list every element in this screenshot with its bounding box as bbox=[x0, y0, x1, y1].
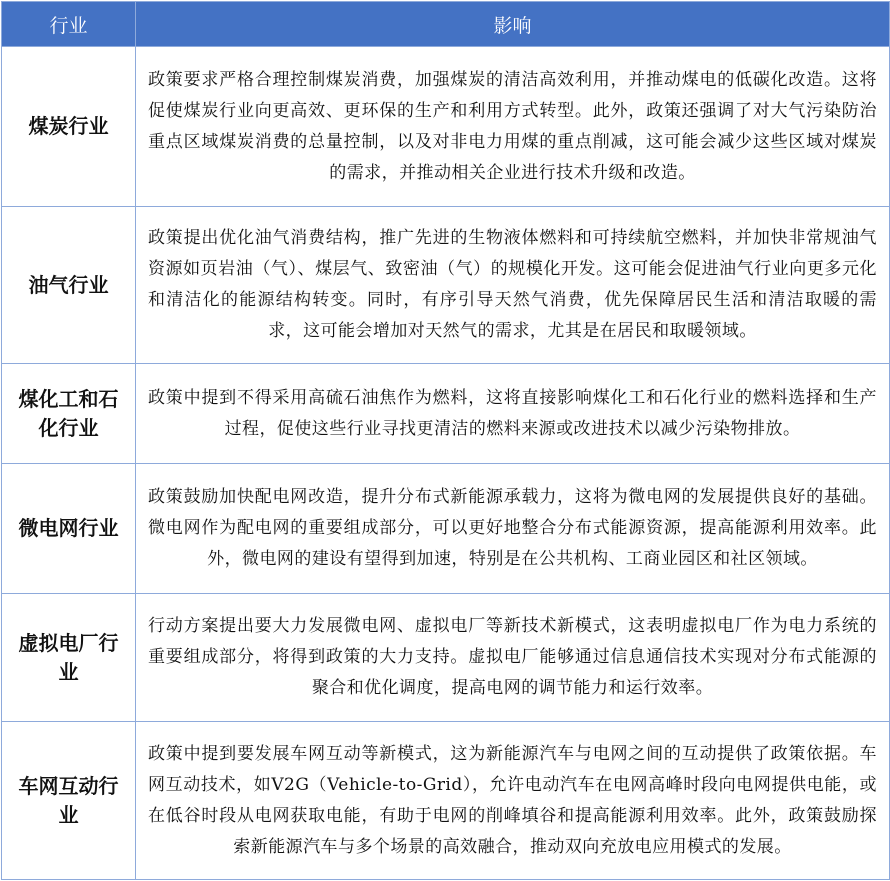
industry-cell: 虚拟电厂行业 bbox=[2, 594, 136, 722]
header-industry: 行业 bbox=[2, 2, 136, 47]
impact-cell: 政策鼓励加快配电网改造，提升分布式新能源承载力，这将为微电网的发展提供良好的基础。微电网作为配电网的重要组成部分，可以更好地整合分布式能源资源，提高能源利用效率。此外，微电网的建设有望得到加速，特别是在公共机构、工商业园区和社区领域。 bbox=[136, 464, 890, 594]
table-row bbox=[2, 47, 890, 207]
industry-cell: 煤炭行业 bbox=[2, 47, 136, 207]
industry-cell: 微电网行业 bbox=[2, 464, 136, 594]
table-row bbox=[2, 364, 890, 464]
industry-cell: 煤化工和石化行业 bbox=[2, 364, 136, 464]
header-impact: 影响 bbox=[136, 2, 890, 47]
industry-impact-table bbox=[1, 1, 890, 880]
industry-cell: 油气行业 bbox=[2, 207, 136, 364]
table-row bbox=[2, 207, 890, 364]
impact-cell: 政策中提到不得采用高硫石油焦作为燃料，这将直接影响煤化工和石化行业的燃料选择和生产过程，促使这些行业寻找更清洁的燃料来源或改进技术以减少污染物排放。 bbox=[136, 364, 890, 464]
impact-cell: 政策要求严格合理控制煤炭消费，加强煤炭的清洁高效利用，并推动煤电的低碳化改造。这将促使煤炭行业向更高效、更环保的生产和利用方式转型。此外，政策还强调了对大气污染防治重点区域煤炭消费的总量控制，以及对非电力用煤的重点削减，这可能会减少这些区域对煤炭的需求，并推动相关企业进行技术升级和改造。 bbox=[136, 47, 890, 207]
industry-cell: 车网互动行业 bbox=[2, 722, 136, 880]
table-header-row bbox=[2, 2, 890, 47]
impact-cell: 政策提出优化油气消费结构，推广先进的生物液体燃料和可持续航空燃料，并加快非常规油气资源如页岩油（气）、煤层气、致密油（气）的规模化开发。这可能会促进油气行业向更多元化和清洁化的能源结构转变。同时，有序引导天然气消费，优先保障居民生活和清洁取暖的需求，这可能会增加对天然气的需求，尤其是在居民和取暖领域。 bbox=[136, 207, 890, 364]
impact-cell: 行动方案提出要大力发展微电网、虚拟电厂等新技术新模式，这表明虚拟电厂作为电力系统的重要组成部分，将得到政策的大力支持。虚拟电厂能够通过信息通信技术实现对分布式能源的聚合和优化调度，提高电网的调节能力和运行效率。 bbox=[136, 594, 890, 722]
impact-cell: 政策中提到要发展车网互动等新模式，这为新能源汽车与电网之间的互动提供了政策依据。车网互动技术，如V2G（Vehicle-to-Grid），允许电动汽车在电网高峰时段向电网提供电能，或在低谷时段从电网获取电能，有助于电网的削峰填谷和提高能源利用效率。此外，政策鼓励探索新能源汽车与多个场景的高效融合，推动双向充放电应用模式的发展。 bbox=[136, 722, 890, 880]
table-row bbox=[2, 594, 890, 722]
table-row bbox=[2, 722, 890, 880]
table-row bbox=[2, 464, 890, 594]
